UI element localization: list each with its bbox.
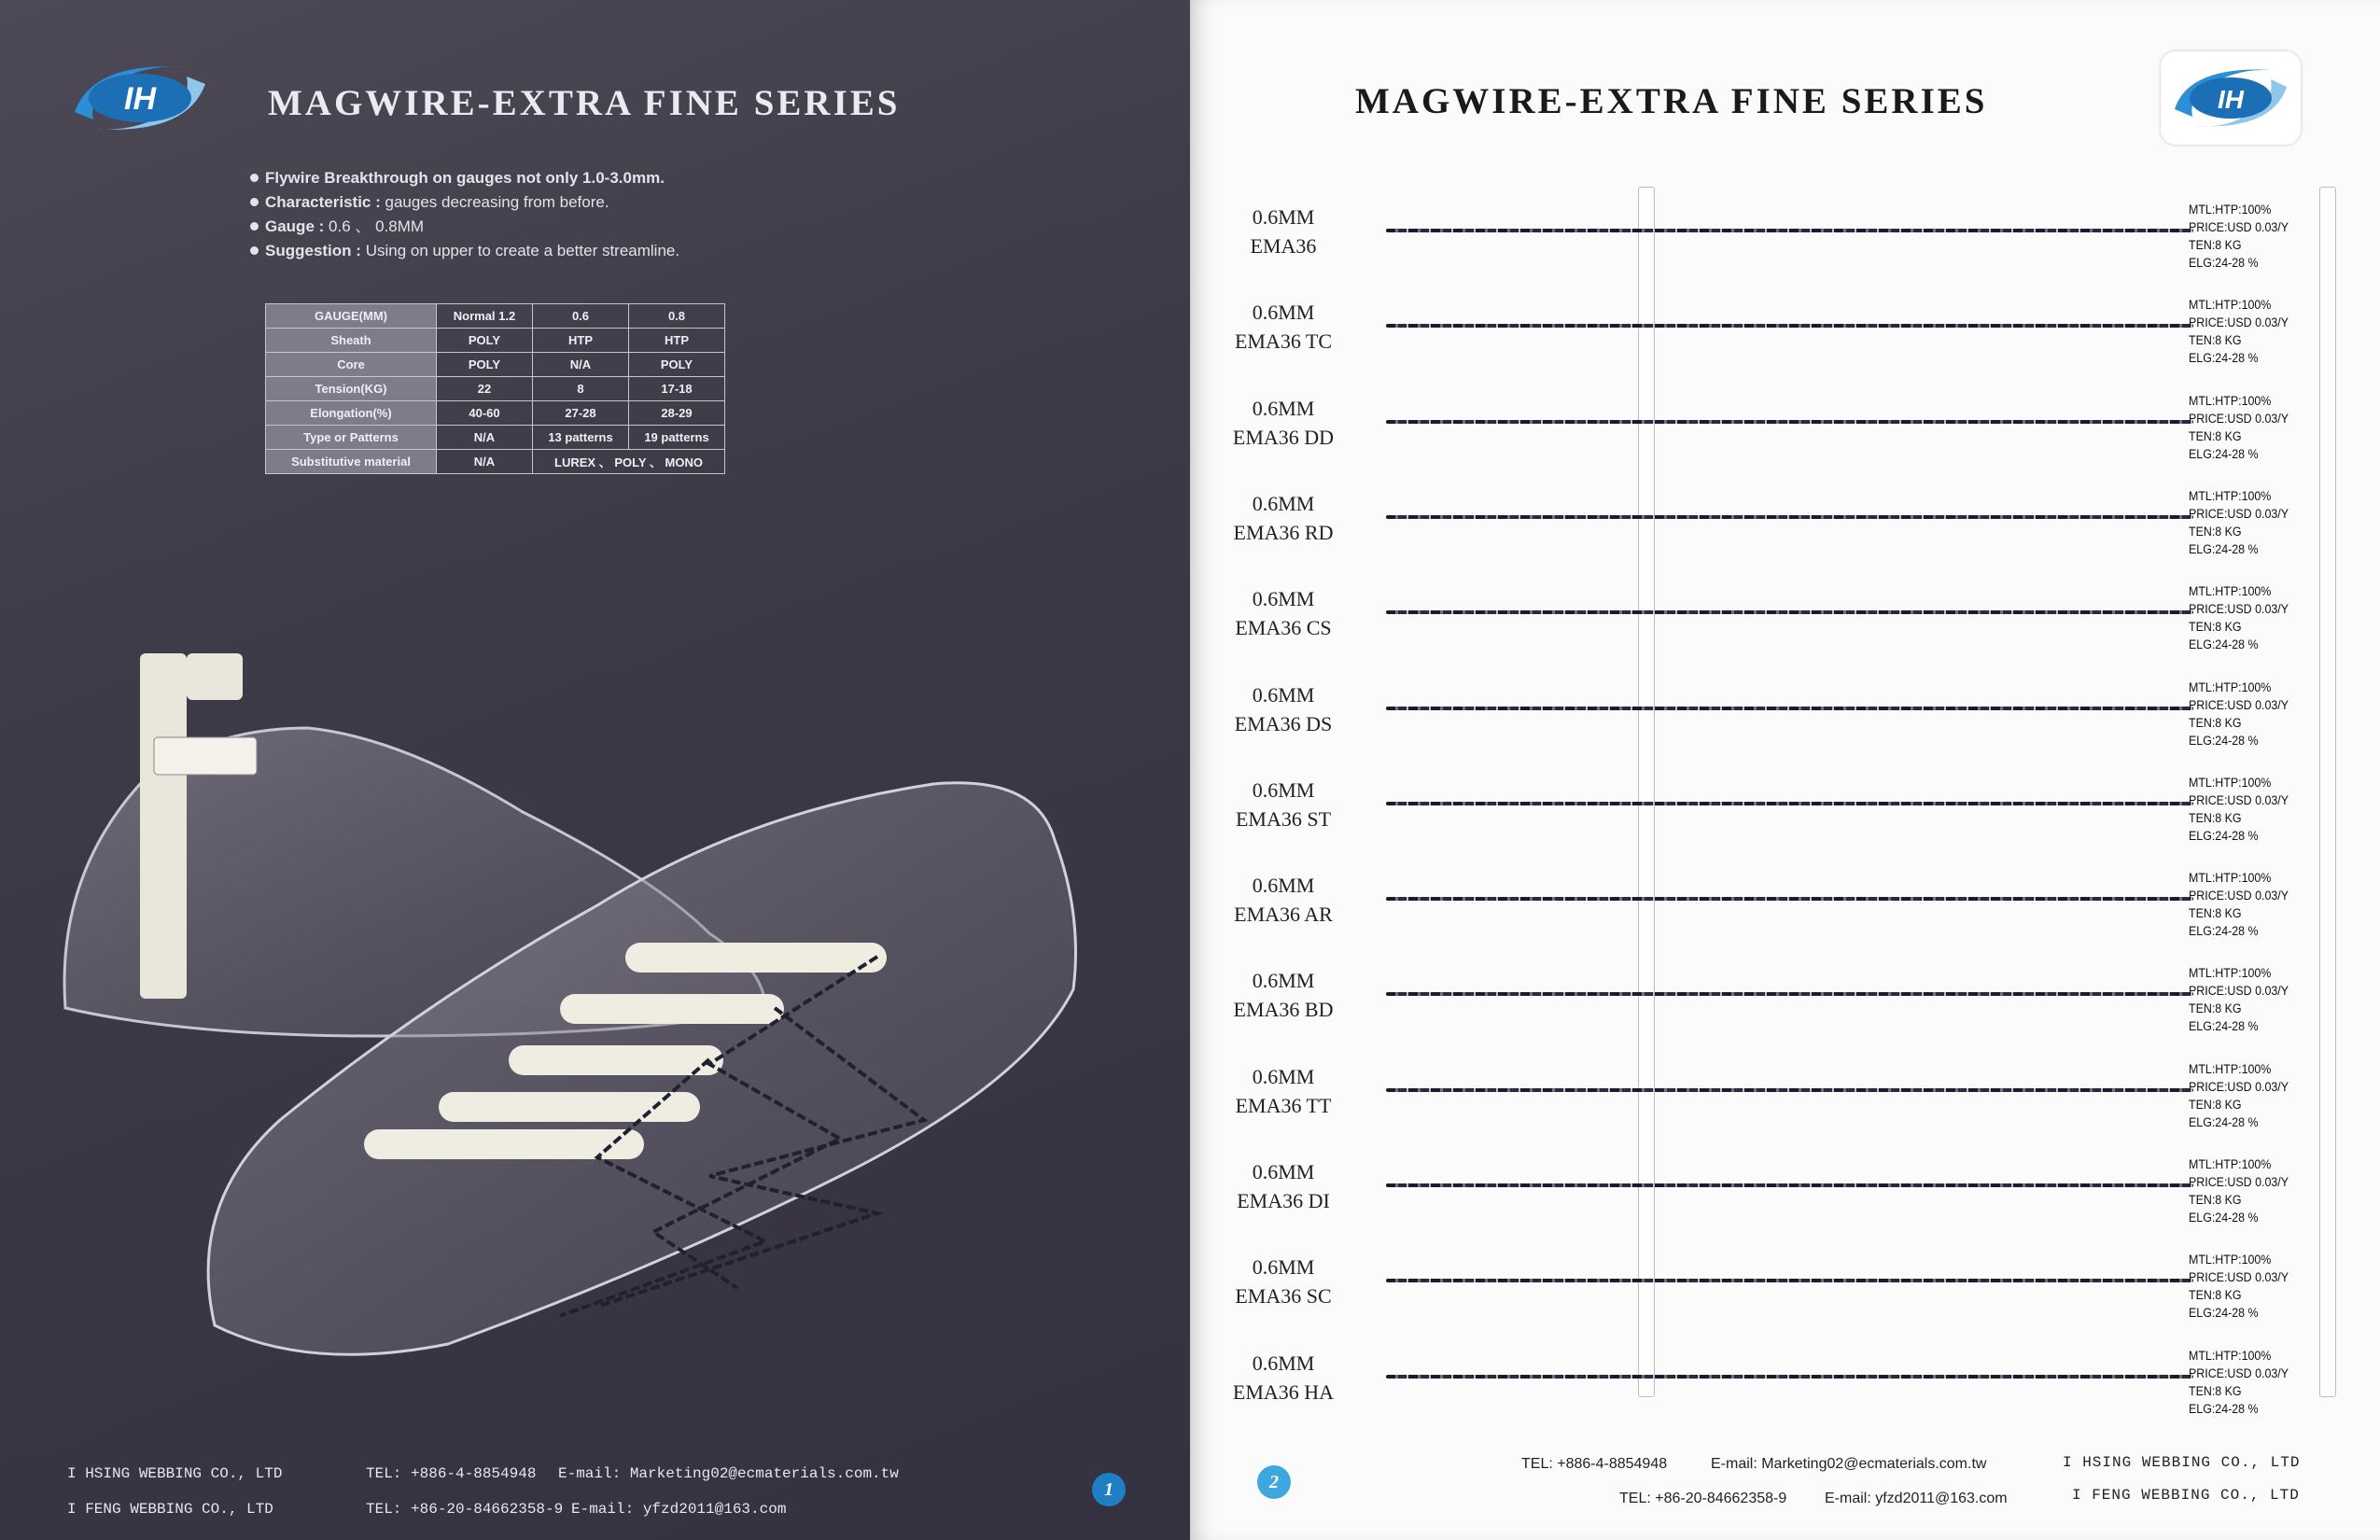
wire-sample <box>1386 1279 2193 1282</box>
feature-item: Flywire Breakthrough on gauges not only 1.0-3.0mm. <box>250 166 679 190</box>
sample-spec <box>2189 774 2289 845</box>
wire-sample <box>1386 1375 2193 1379</box>
table-row <box>266 377 725 401</box>
spec-tension: TEN:8 KG <box>2189 906 2242 921</box>
sample-name <box>1218 1253 1349 1310</box>
spec-tension: TEN:8 KG <box>2189 1383 2242 1398</box>
table-cell: POLY <box>629 353 725 377</box>
sample-code: EMA36 SC <box>1235 1284 1332 1309</box>
table-cell: Tension(KG) <box>266 377 437 401</box>
spec-tension: TEN:8 KG <box>2189 810 2242 825</box>
feature-item: Gauge : 0.6 、 0.8MM <box>250 215 679 239</box>
logo-text: IH <box>2218 85 2244 114</box>
email-link[interactable]: E-mail: yfzd2011@163.com <box>571 1501 787 1518</box>
sample-row <box>1190 955 2380 1048</box>
sample-gauge: 0.6MM <box>1252 205 1315 229</box>
spec-elongation: ELG:24-28 % <box>2189 733 2259 748</box>
sample-spec <box>2189 582 2289 653</box>
wire-sample <box>1386 610 2193 614</box>
table-cell: HTP <box>629 329 725 353</box>
spec-elongation: ELG:24-28 % <box>2189 924 2259 939</box>
feature-item: Characteristic : gauges decreasing from before. <box>250 190 679 215</box>
sample-spec <box>2189 1155 2289 1226</box>
spec-elongation: ELG:24-28 % <box>2189 351 2259 366</box>
sample-spec <box>2189 964 2289 1035</box>
sample-code: EMA36 DD <box>1232 425 1335 449</box>
spec-material: MTL:HTP:100% <box>2189 966 2272 981</box>
sample-spec <box>2189 487 2289 558</box>
sample-code: EMA36 TT <box>1235 1093 1332 1117</box>
spec-elongation: ELG:24-28 % <box>2189 446 2259 461</box>
spec-elongation: ELG:24-28 % <box>2189 1306 2259 1321</box>
sample-spec <box>2189 869 2289 940</box>
spec-material: MTL:HTP:100% <box>2189 203 2272 217</box>
phone-number: TEL: +86-20-84662358-9 <box>1619 1491 1787 1506</box>
spec-price: PRICE:USD 0.03/Y <box>2189 1079 2289 1094</box>
spec-material: MTL:HTP:100% <box>2189 679 2272 694</box>
spec-elongation: ELG:24-28 % <box>2189 1114 2259 1129</box>
sample-name <box>1218 680 1349 738</box>
table-cell: 0.6 <box>533 304 629 329</box>
wire-sample <box>1386 324 2193 328</box>
table-cell: GAUGE(MM) <box>266 304 437 329</box>
table-cell: Core <box>266 353 437 377</box>
spec-tension: TEN:8 KG <box>2189 1193 2242 1207</box>
spec-material: MTL:HTP:100% <box>2189 1157 2272 1171</box>
table-cell: Sheath <box>266 329 437 353</box>
bullet-icon <box>250 246 259 255</box>
spec-price: PRICE:USD 0.03/Y <box>2189 1270 2289 1285</box>
feature-item: Suggestion : Using on upper to create a better streamline. <box>250 239 679 263</box>
sample-gauge: 0.6MM <box>1252 1255 1315 1280</box>
spec-price: PRICE:USD 0.03/Y <box>2189 220 2289 234</box>
sample-name <box>1218 1157 1349 1215</box>
table-row <box>266 401 725 426</box>
page-title: MAGWIRE-EXTRA FINE SERIES <box>1355 81 1988 121</box>
feature-list <box>250 166 679 263</box>
wire-sample <box>1386 802 2193 805</box>
email-link[interactable]: E-mail: Marketing02@ecmaterials.com.tw <box>1711 1456 1987 1472</box>
email-link[interactable]: E-mail: yfzd2011@163.com <box>1825 1491 2008 1506</box>
sample-gauge: 0.6MM <box>1252 874 1315 898</box>
sample-code: EMA36 TC <box>1234 329 1333 354</box>
logo-text: IH <box>124 81 156 117</box>
sample-spec <box>2189 1347 2289 1418</box>
phone-number: TEL: +886-4-8854948 <box>366 1465 537 1482</box>
wire-sample <box>1386 1183 2193 1187</box>
spec-price: PRICE:USD 0.03/Y <box>2189 602 2289 617</box>
sample-row <box>1190 669 2380 763</box>
sample-row <box>1190 573 2380 666</box>
table-cell: 27-28 <box>533 401 629 426</box>
table-row <box>266 329 725 353</box>
sample-name <box>1218 1062 1349 1120</box>
spec-material: MTL:HTP:100% <box>2189 1253 2272 1267</box>
spec-material: MTL:HTP:100% <box>2189 775 2272 790</box>
company-name: I HSING WEBBING CO., LTD <box>67 1465 283 1482</box>
table-row <box>266 426 725 450</box>
spec-tension: TEN:8 KG <box>2189 1001 2242 1016</box>
spec-price: PRICE:USD 0.03/Y <box>2189 1365 2289 1380</box>
table-row <box>266 353 725 377</box>
sample-gauge: 0.6MM <box>1252 396 1315 420</box>
spec-elongation: ELG:24-28 % <box>2189 1211 2259 1225</box>
company-name: I FENG WEBBING CO., LTD <box>2072 1487 2300 1504</box>
sample-code: EMA36 CS <box>1235 616 1332 640</box>
table-cell: 19 patterns <box>629 426 725 450</box>
company-name: I HSING WEBBING CO., LTD <box>2063 1454 2301 1471</box>
sample-row <box>1190 287 2380 380</box>
sample-row <box>1190 860 2380 953</box>
sample-row <box>1190 478 2380 571</box>
spec-tension: TEN:8 KG <box>2189 333 2242 348</box>
sample-gauge: 0.6MM <box>1252 777 1315 802</box>
table-cell: 0.8 <box>629 304 725 329</box>
table-cell: 17-18 <box>629 377 725 401</box>
wire-sample <box>1386 992 2193 996</box>
spec-tension: TEN:8 KG <box>2189 1288 2242 1303</box>
phone-number: TEL: +86-20-84662358-9 <box>366 1501 564 1518</box>
sample-name <box>1218 1349 1349 1407</box>
spec-price: PRICE:USD 0.03/Y <box>2189 984 2289 999</box>
spec-price: PRICE:USD 0.03/Y <box>2189 889 2289 903</box>
sample-gauge: 0.6MM <box>1252 301 1315 325</box>
table-cell: Normal 1.2 <box>437 304 533 329</box>
spec-elongation: ELG:24-28 % <box>2189 256 2259 270</box>
spec-elongation: ELG:24-28 % <box>2189 828 2259 843</box>
wire-sample <box>1386 229 2193 232</box>
email-link[interactable]: E-mail: Marketing02@ecmaterials.com.tw <box>558 1465 899 1482</box>
sample-spec <box>2189 392 2289 463</box>
table-header-row <box>266 304 725 329</box>
wire-sample <box>1386 515 2193 519</box>
wire-sample <box>1386 897 2193 901</box>
sample-code: EMA36 HA <box>1232 1379 1335 1404</box>
sample-gauge: 0.6MM <box>1252 491 1315 515</box>
sample-code: EMA36 DI <box>1237 1189 1330 1212</box>
table-cell: Elongation(%) <box>266 401 437 426</box>
spec-price: PRICE:USD 0.03/Y <box>2189 506 2289 521</box>
sample-name <box>1218 871 1349 929</box>
table-cell: 8 <box>533 377 629 401</box>
spec-material: MTL:HTP:100% <box>2189 1348 2272 1363</box>
sample-gauge: 0.6MM <box>1252 1160 1315 1183</box>
sample-name <box>1218 489 1349 547</box>
table-cell: 22 <box>437 377 533 401</box>
ih-logo-icon <box>2161 51 2301 145</box>
sample-spec <box>2189 201 2289 272</box>
sample-code: EMA36 RD <box>1233 520 1334 544</box>
spec-elongation: ELG:24-28 % <box>2189 541 2259 556</box>
sample-code: EMA36 ST <box>1235 806 1332 831</box>
table-cell: Substitutive material <box>266 450 437 474</box>
spec-tension: TEN:8 KG <box>2189 1097 2242 1112</box>
sample-row <box>1190 1146 2380 1239</box>
spec-elongation: ELG:24-28 % <box>2189 1401 2259 1416</box>
sample-gauge: 0.6MM <box>1252 1351 1315 1375</box>
sample-code: EMA36 BD <box>1233 998 1334 1022</box>
spec-material: MTL:HTP:100% <box>2189 298 2272 313</box>
bullet-icon <box>250 222 259 231</box>
spec-tension: TEN:8 KG <box>2189 620 2242 635</box>
sample-gauge: 0.6MM <box>1252 1064 1315 1088</box>
table-cell: N/A <box>437 450 533 474</box>
sample-spec <box>2189 679 2289 749</box>
spec-tension: TEN:8 KG <box>2189 715 2242 730</box>
spec-price: PRICE:USD 0.03/Y <box>2189 792 2289 807</box>
spec-material: MTL:HTP:100% <box>2189 488 2272 503</box>
spec-material: MTL:HTP:100% <box>2189 393 2272 408</box>
wire-sample <box>1386 1088 2193 1092</box>
table-cell: Type or Patterns <box>266 426 437 450</box>
ih-logo-icon <box>56 47 224 149</box>
spec-table <box>265 303 725 474</box>
sample-name <box>1218 966 1349 1024</box>
sample-row <box>1190 383 2380 476</box>
bullet-icon <box>250 198 259 206</box>
sample-spec <box>2189 296 2289 367</box>
wire-sample <box>1386 420 2193 424</box>
sample-row <box>1190 1051 2380 1144</box>
table-cell: LUREX 、 POLY 、 MONO <box>533 450 725 474</box>
spec-material: MTL:HTP:100% <box>2189 584 2272 599</box>
sample-name <box>1218 298 1349 356</box>
spec-elongation: ELG:24-28 % <box>2189 637 2259 652</box>
sample-row <box>1190 764 2380 858</box>
table-cell: N/A <box>437 426 533 450</box>
spec-price: PRICE:USD 0.03/Y <box>2189 411 2289 426</box>
sample-spec <box>2189 1060 2289 1131</box>
table-cell: POLY <box>437 353 533 377</box>
spec-tension: TEN:8 KG <box>2189 524 2242 539</box>
company-name: I FENG WEBBING CO., LTD <box>67 1501 273 1518</box>
right-page <box>1190 0 2380 1540</box>
sample-row <box>1190 191 2380 285</box>
sample-name <box>1218 203 1349 260</box>
bullet-icon <box>250 174 259 182</box>
page-number: 2 <box>1257 1465 1291 1499</box>
page-number: 1 <box>1092 1473 1126 1506</box>
spec-material: MTL:HTP:100% <box>2189 871 2272 886</box>
table-cell: 13 patterns <box>533 426 629 450</box>
spec-price: PRICE:USD 0.03/Y <box>2189 315 2289 330</box>
spec-tension: TEN:8 KG <box>2189 428 2242 443</box>
spec-material: MTL:HTP:100% <box>2189 1061 2272 1076</box>
table-cell: 28-29 <box>629 401 725 426</box>
sample-code: EMA36 DS <box>1234 711 1333 735</box>
table-cell: HTP <box>533 329 629 353</box>
wire-sample <box>1386 707 2193 710</box>
table-cell: POLY <box>437 329 533 353</box>
sample-code: EMA36 <box>1250 234 1317 258</box>
sample-spec <box>2189 1251 2289 1322</box>
sample-row <box>1190 1337 2380 1431</box>
table-cell: 40-60 <box>437 401 533 426</box>
spec-tension: TEN:8 KG <box>2189 238 2242 252</box>
shoe-illustration <box>0 597 1190 1437</box>
spec-price: PRICE:USD 0.03/Y <box>2189 1175 2289 1189</box>
sample-row <box>1190 1241 2380 1335</box>
sample-name <box>1218 776 1349 833</box>
page-title: MAGWIRE-EXTRA FINE SERIES <box>268 83 901 123</box>
table-row <box>266 450 725 474</box>
sample-gauge: 0.6MM <box>1252 969 1315 993</box>
logo-badge <box>2161 51 2301 145</box>
sample-name <box>1218 584 1349 642</box>
sample-name <box>1218 394 1349 452</box>
table-cell: N/A <box>533 353 629 377</box>
phone-number: TEL: +886-4-8854948 <box>1521 1456 1668 1472</box>
spec-elongation: ELG:24-28 % <box>2189 1019 2259 1034</box>
sample-gauge: 0.6MM <box>1252 682 1315 707</box>
sample-code: EMA36 AR <box>1234 903 1333 927</box>
spec-price: PRICE:USD 0.03/Y <box>2189 697 2289 712</box>
sample-gauge: 0.6MM <box>1252 587 1315 611</box>
